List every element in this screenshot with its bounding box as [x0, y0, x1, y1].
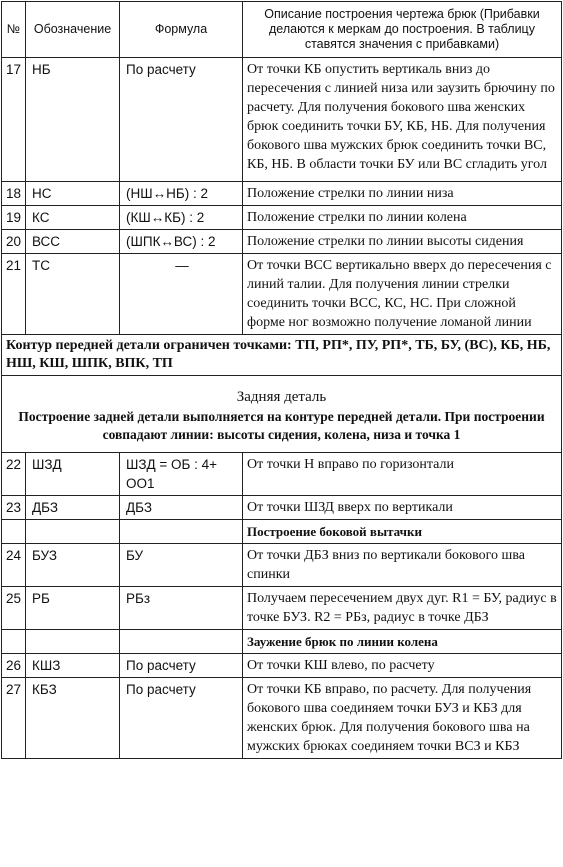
row-description: От точки КШ влево, по расчету: [243, 654, 562, 678]
header-formula: Формула: [120, 2, 243, 58]
row-code: КШЗ: [26, 654, 120, 678]
row-number: 18: [2, 182, 26, 206]
row-number: 27: [2, 678, 26, 759]
table-header-row: [2, 2, 562, 58]
row-description: Положение стрелки по линии колена: [243, 206, 562, 230]
subhead-row: [2, 630, 562, 654]
table-row: [2, 254, 562, 335]
row-number: 20: [2, 230, 26, 254]
row-code: КС: [26, 206, 120, 230]
row-number: 26: [2, 654, 26, 678]
row-code: БУЗ: [26, 544, 120, 587]
row-description: От точки ШЗД вверх по вертикали: [243, 496, 562, 520]
row-code: КБЗ: [26, 678, 120, 759]
section-header-row: [2, 376, 562, 453]
section-title: Задняя деталь: [236, 389, 327, 405]
row-code: ТС: [26, 254, 120, 335]
row-number: 21: [2, 254, 26, 335]
header-number: №: [2, 2, 26, 58]
row-description: От точки КБ опустить вертикаль вниз до пересечения с линией низа или заузить брючину по расчету. Для получения бокового шва женских брюк соединить точки БУ, КБ, НБ. Для получения бокового шва мужских брюк соединить точки ВС, КБ, НБ. В области точки БУ или ВС сгладить угол: [243, 58, 562, 182]
subhead-dart: Построение боковой вытачки: [243, 520, 562, 544]
row-formula: По расчету: [120, 678, 243, 759]
table-row: [2, 206, 562, 230]
row-formula: По расчету: [120, 654, 243, 678]
row-description: Положение стрелки по линии высоты сидения: [243, 230, 562, 254]
table-row: [2, 654, 562, 678]
table-row: [2, 230, 562, 254]
row-number: 23: [2, 496, 26, 520]
table-row: [2, 587, 562, 630]
row-formula: ДБЗ: [120, 496, 243, 520]
row-formula: (ШПК↔ВС) : 2: [120, 230, 243, 254]
table-row: [2, 453, 562, 496]
back-section: [2, 376, 562, 453]
table-row: [2, 58, 562, 182]
contour-row: [2, 335, 562, 376]
row-description: От точки ДБЗ вниз по вертикали бокового шва спинки: [243, 544, 562, 587]
row-description: Положение стрелки по линии низа: [243, 182, 562, 206]
header-description: Описание построения чертежа брюк (Прибавки делаются к меркам до построения. В таблицу ставятся значения с прибавками): [243, 2, 562, 58]
row-number: 19: [2, 206, 26, 230]
pants-construction-table: [1, 1, 562, 759]
row-code: ШЗД: [26, 453, 120, 496]
row-code: РБ: [26, 587, 120, 630]
table-row: [2, 678, 562, 759]
row-number: 17: [2, 58, 26, 182]
row-code: ВСС: [26, 230, 120, 254]
table-row: [2, 496, 562, 520]
row-description: От точки ВСС вертикально вверх до пересечения с линий талии. Для получения линии стрелки соединить точки ВСС, КС, НС. При сложной форме ног возможно получение ломаной линии: [243, 254, 562, 335]
row-number: 25: [2, 587, 26, 630]
row-formula: По расчету: [120, 58, 243, 182]
row-number: 24: [2, 544, 26, 587]
subhead-knee: Заужение брюк по линии колена: [243, 630, 562, 654]
row-formula: —: [120, 254, 243, 335]
subhead-row: [2, 520, 562, 544]
contour-text: Контур передней детали ограничен точками: ТП, РП*, ПУ, РП*, ТБ, БУ, (ВС), КБ, НБ, НШ, КШ, ШПК, ВПК, ТП: [2, 335, 562, 376]
row-code: НБ: [26, 58, 120, 182]
row-description: Получаем пересечением двух дуг. R1 = БУ, радиус в точке БУЗ. R2 = РБз, радиус в точке ДБЗ: [243, 587, 562, 630]
table-row: [2, 182, 562, 206]
row-formula: БУ: [120, 544, 243, 587]
row-description: От точки КБ вправо, по расчету. Для получения бокового шва соединяем точки БУЗ и КБЗ для женских брюк. Для получения бокового шва на мужских брюках соединяем точки ВСЗ и КБЗ: [243, 678, 562, 759]
row-formula: РБз: [120, 587, 243, 630]
row-code: НС: [26, 182, 120, 206]
section-note: Построение задней детали выполняется на контуре передней детали. При построении совпадают линии: высоты сидения, колена, низа и точка 1: [18, 409, 545, 442]
row-code: ДБЗ: [26, 496, 120, 520]
row-formula: (КШ↔КБ) : 2: [120, 206, 243, 230]
row-description: От точки Н вправо по горизонтали: [243, 453, 562, 496]
table-row: [2, 544, 562, 587]
row-formula: ШЗД = ОБ : 4+ ОО1: [120, 453, 243, 496]
row-number: 22: [2, 453, 26, 496]
header-code: Обозначение: [26, 2, 120, 58]
row-formula: (НШ↔НБ) : 2: [120, 182, 243, 206]
